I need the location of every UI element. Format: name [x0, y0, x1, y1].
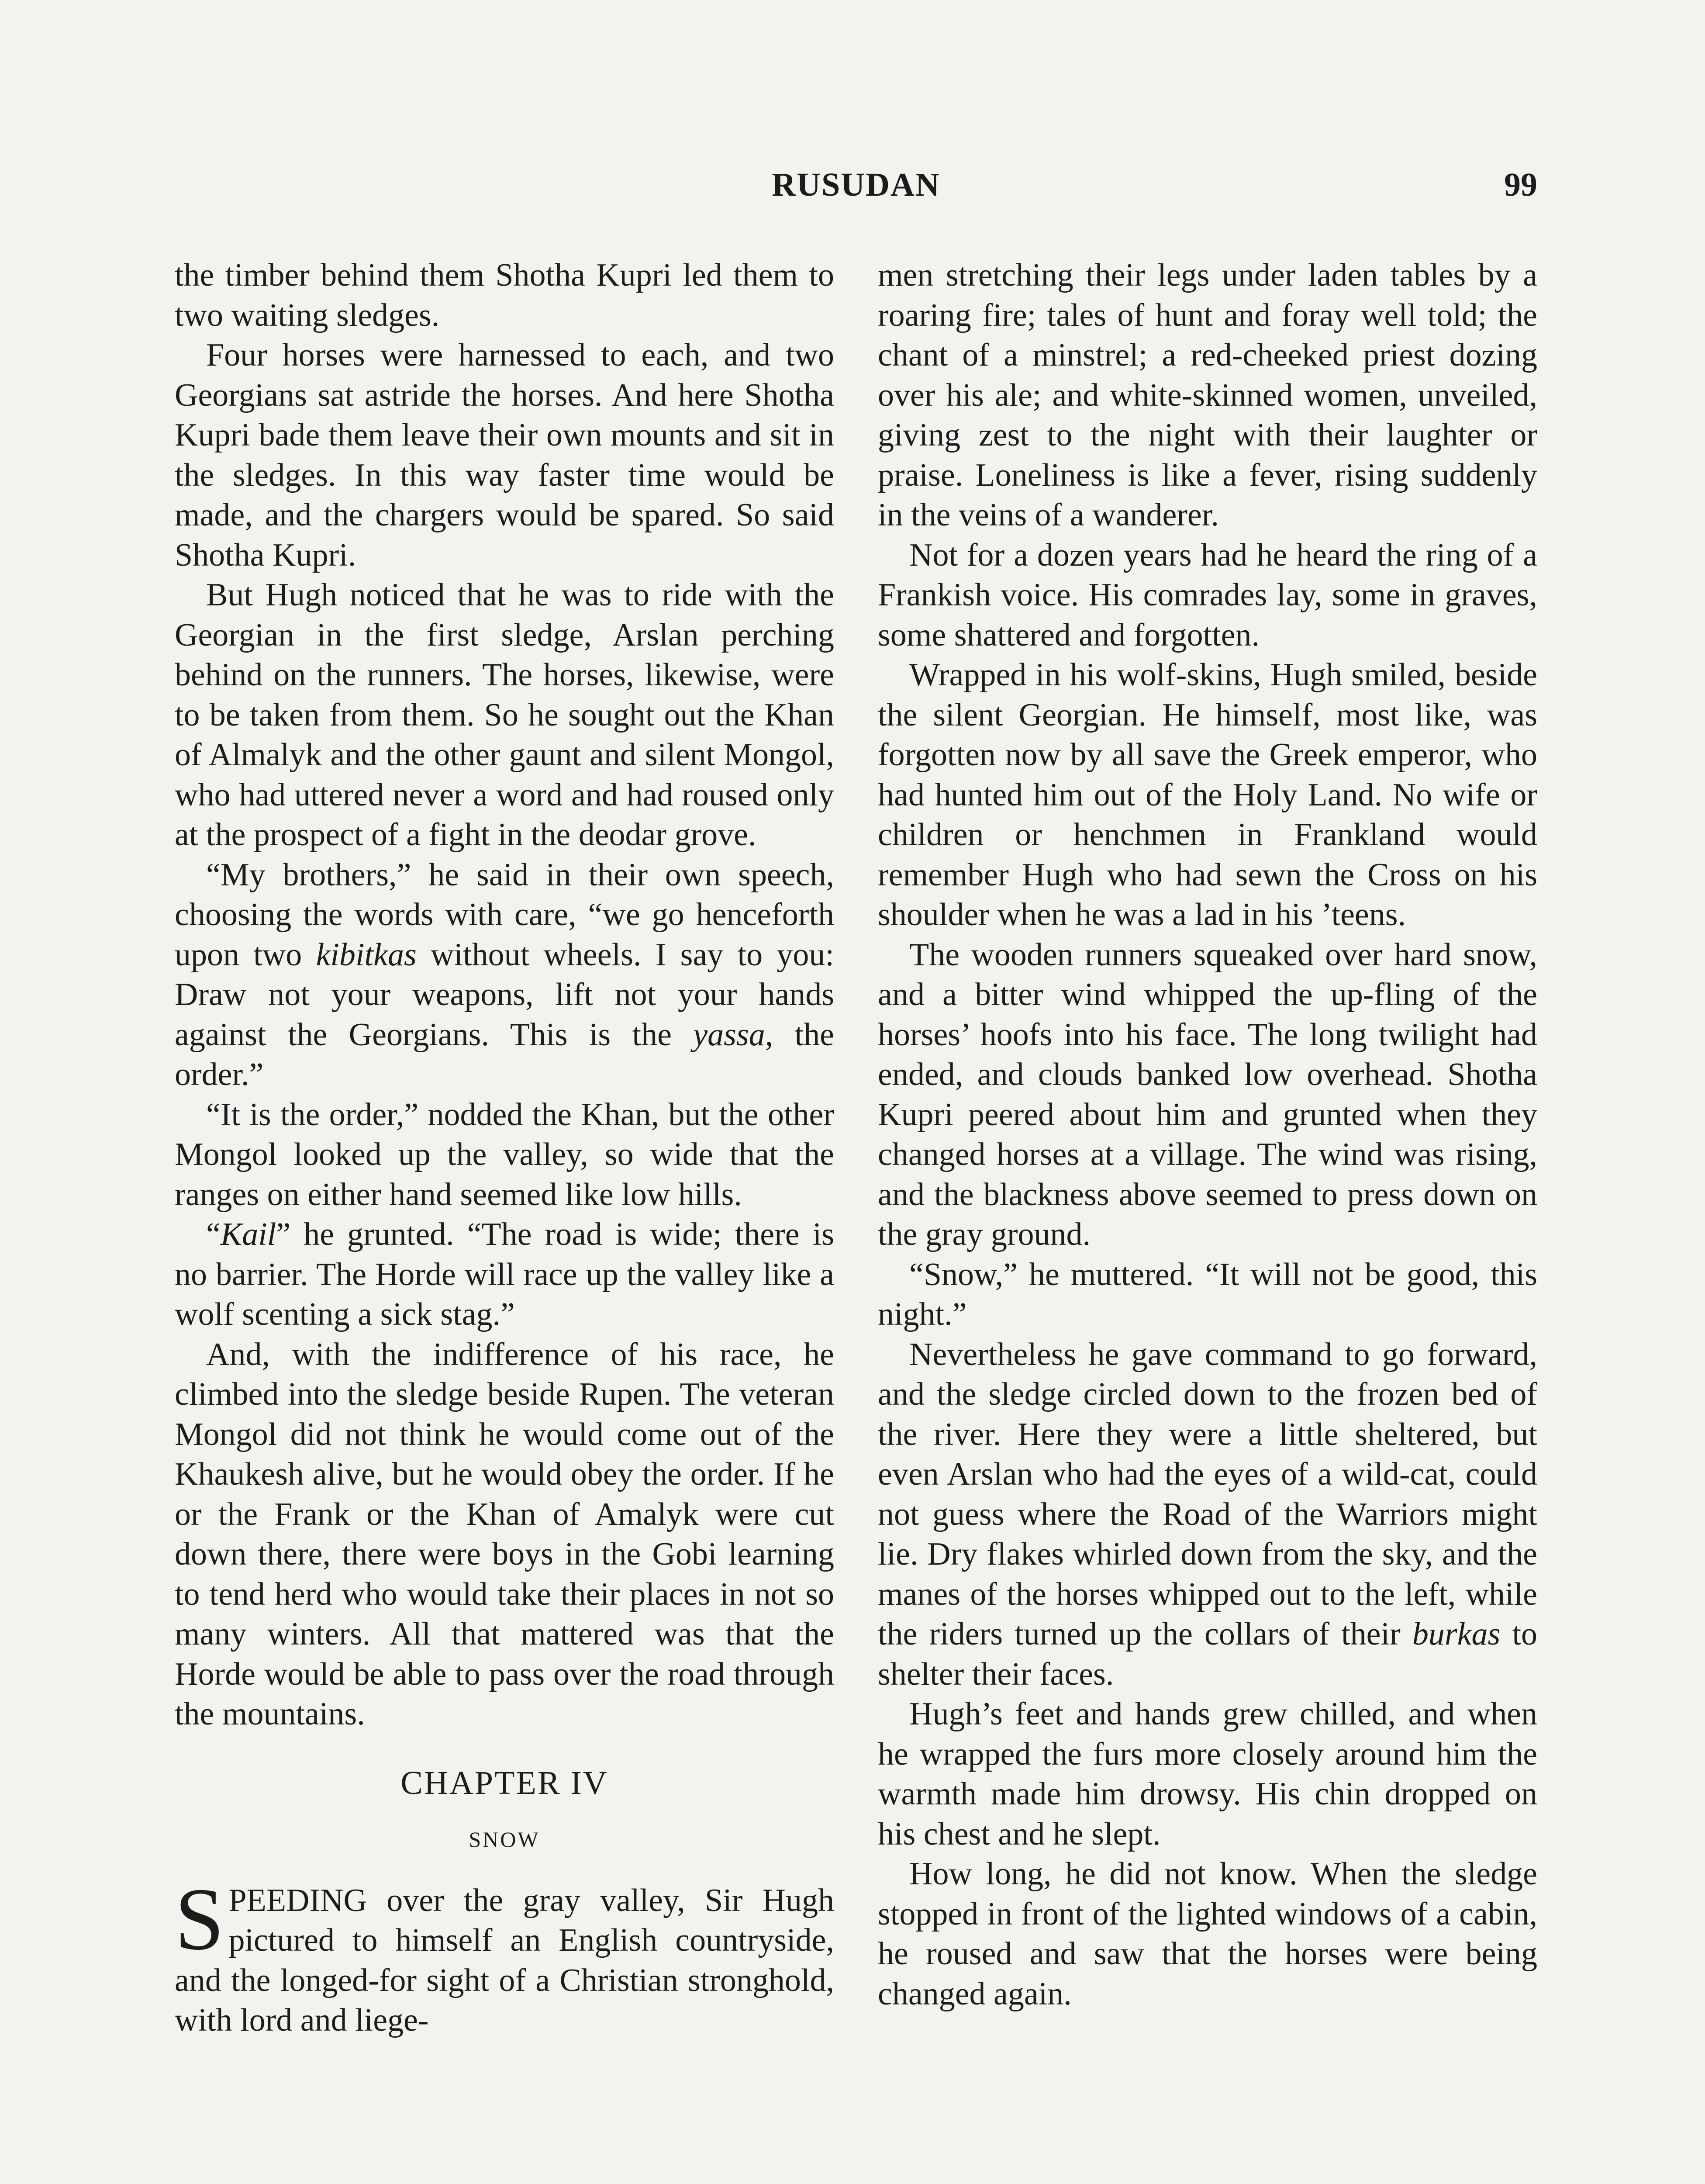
paragraph: Not for a dozen years had he heard the ring of a Frankish voice. His comrades lay, some in graves, some shattered and forgotten.	[878, 537, 1537, 653]
text-run: to shelter their faces.	[878, 1616, 1537, 1692]
italic-word: kibitkas	[316, 936, 417, 973]
text-run: Nevertheless he gave command to go forward, and the sledge circled down to the frozen bed of the river. Here they were a little sheltered, but even Arslan who had the eyes of a wild-cat, could not guess where the Road of the Warriors might lie. Dry flakes whirled down from the sky, and the manes of the horses whipped out to the left, while the riders turned up the collars of their	[878, 1336, 1537, 1652]
paragraph: the timber behind them Shotha Kupri led them to two waiting sledges.	[175, 257, 834, 333]
text-run: without wheels. I say to you: Draw not your weapons, lift not your hands against the Georgians. This is the	[175, 936, 834, 1053]
text-run: ” he grunted. “The road is wide; there is no barrier. The Horde will race up the valley like a wolf scenting a sick stag.”	[175, 1216, 834, 1332]
paragraph: And, with the indifference of his race, he climbed into the sledge beside Rupen. The veteran Mongol did not think he would come out of the Khaukesh alive, but he would obey the order. If he or the Frank or the Khan of Amalyk were cut down there, there were boys in the Gobi learning to tend herd who would take their places in not so many winters. All that mattered was that the Horde would be able to pass over the road through the mountains.	[175, 1336, 834, 1732]
paragraph	[878, 1335, 1537, 1695]
paragraph: How long, he did not know. When the sledge stopped in front of the lighted windows of a cabin, he roused and saw that the horses were being changed again.	[878, 1856, 1537, 2012]
text-run: “My brothers,” he said in their own speech, choosing the words with care, “we go henceforth upon two	[175, 857, 834, 973]
paragraph: Wrapped in his wolf-skins, Hugh smiled, beside the silent Georgian. He himself, most like, was forgotten now by all save the Greek emperor, who had hunted him out of the Holy Land. No wife or children or henchmen in Frankland would remember Hugh who had sewn the Cross on his shoulder when he was a lad in his ’teens.	[878, 657, 1537, 933]
chapter-title: CHAPTER IV	[400, 1764, 608, 1801]
paragraph	[175, 855, 834, 1095]
paragraph: “Snow,” he muttered. “It will not be good, this night.”	[878, 1256, 1537, 1332]
italic-word: yassa	[693, 1016, 765, 1053]
chapter-opening-paragraph	[175, 1870, 834, 2041]
left-column	[175, 256, 834, 2041]
page-header	[175, 166, 1537, 214]
paragraph: “It is the order,” nodded the Khan, but the other Mongol looked up the valley, so wide that the ranges on either hand seemed like low hills.	[175, 1096, 834, 1213]
paragraph: But Hugh noticed that he was to ride with the Georgian in the first sledge, Arslan perching behind on the runners. The horses, likewise, were to be taken from them. So he sought out the Khan of Almalyk and the other gaunt and silent Mongol, who had uttered never a word and had roused only at the prospect of a fight in the deodar grove.	[175, 577, 834, 853]
page-number: 99	[1504, 166, 1537, 203]
italic-word: burkas	[1412, 1616, 1501, 1652]
paragraph: Hugh’s feet and hands grew chilled, and when he wrapped the furs more closely around him the warmth made him drowsy. His chin dropped on his chest and he slept.	[878, 1696, 1537, 1852]
text-run: over the gray valley, Sir Hugh pictured to himself an English countryside, and the longed-for sight of a Christian stronghold, with lord and liege-	[175, 1882, 834, 2038]
paragraph	[175, 1215, 834, 1335]
paragraph: men stretching their legs under laden tables by a roaring fire; tales of hunt and foray well told; the chant of a minstrel; a red-cheeked priest dozing over his ale; and white-skinned women, unveiled, giving zest to the night with their laughter or praise. Loneliness is like a fever, rising suddenly in the veins of a wanderer.	[878, 257, 1537, 533]
running-title: RUSUDAN	[772, 166, 940, 203]
text-run: “	[206, 1216, 221, 1252]
opening-caps: PEEDING	[228, 1882, 367, 1918]
text-run: , the order.”	[175, 1016, 834, 1092]
italic-word: Kail	[220, 1216, 276, 1252]
drop-cap: S	[175, 1870, 224, 1969]
right-column	[878, 256, 1537, 2014]
paragraph: Four horses were harnessed to each, and two Georgians sat astride the horses. And here Shotha Kupri bade them leave their own mounts and sit in the sledges. In this way faster time would be made, and the chargers would be spared. So said Shotha Kupri.	[175, 337, 834, 573]
paragraph: The wooden runners squeaked over hard snow, and a bitter wind whipped the up-fling of the horses’ hoofs into his face. The long twilight had ended, and clouds banked low overhead. Shotha Kupri peered about him and grunted when they changed horses at a village. The wind was rising, and the blackness above seemed to press down on the gray ground.	[878, 936, 1537, 1252]
chapter-subtitle: SNOW	[469, 1827, 540, 1852]
